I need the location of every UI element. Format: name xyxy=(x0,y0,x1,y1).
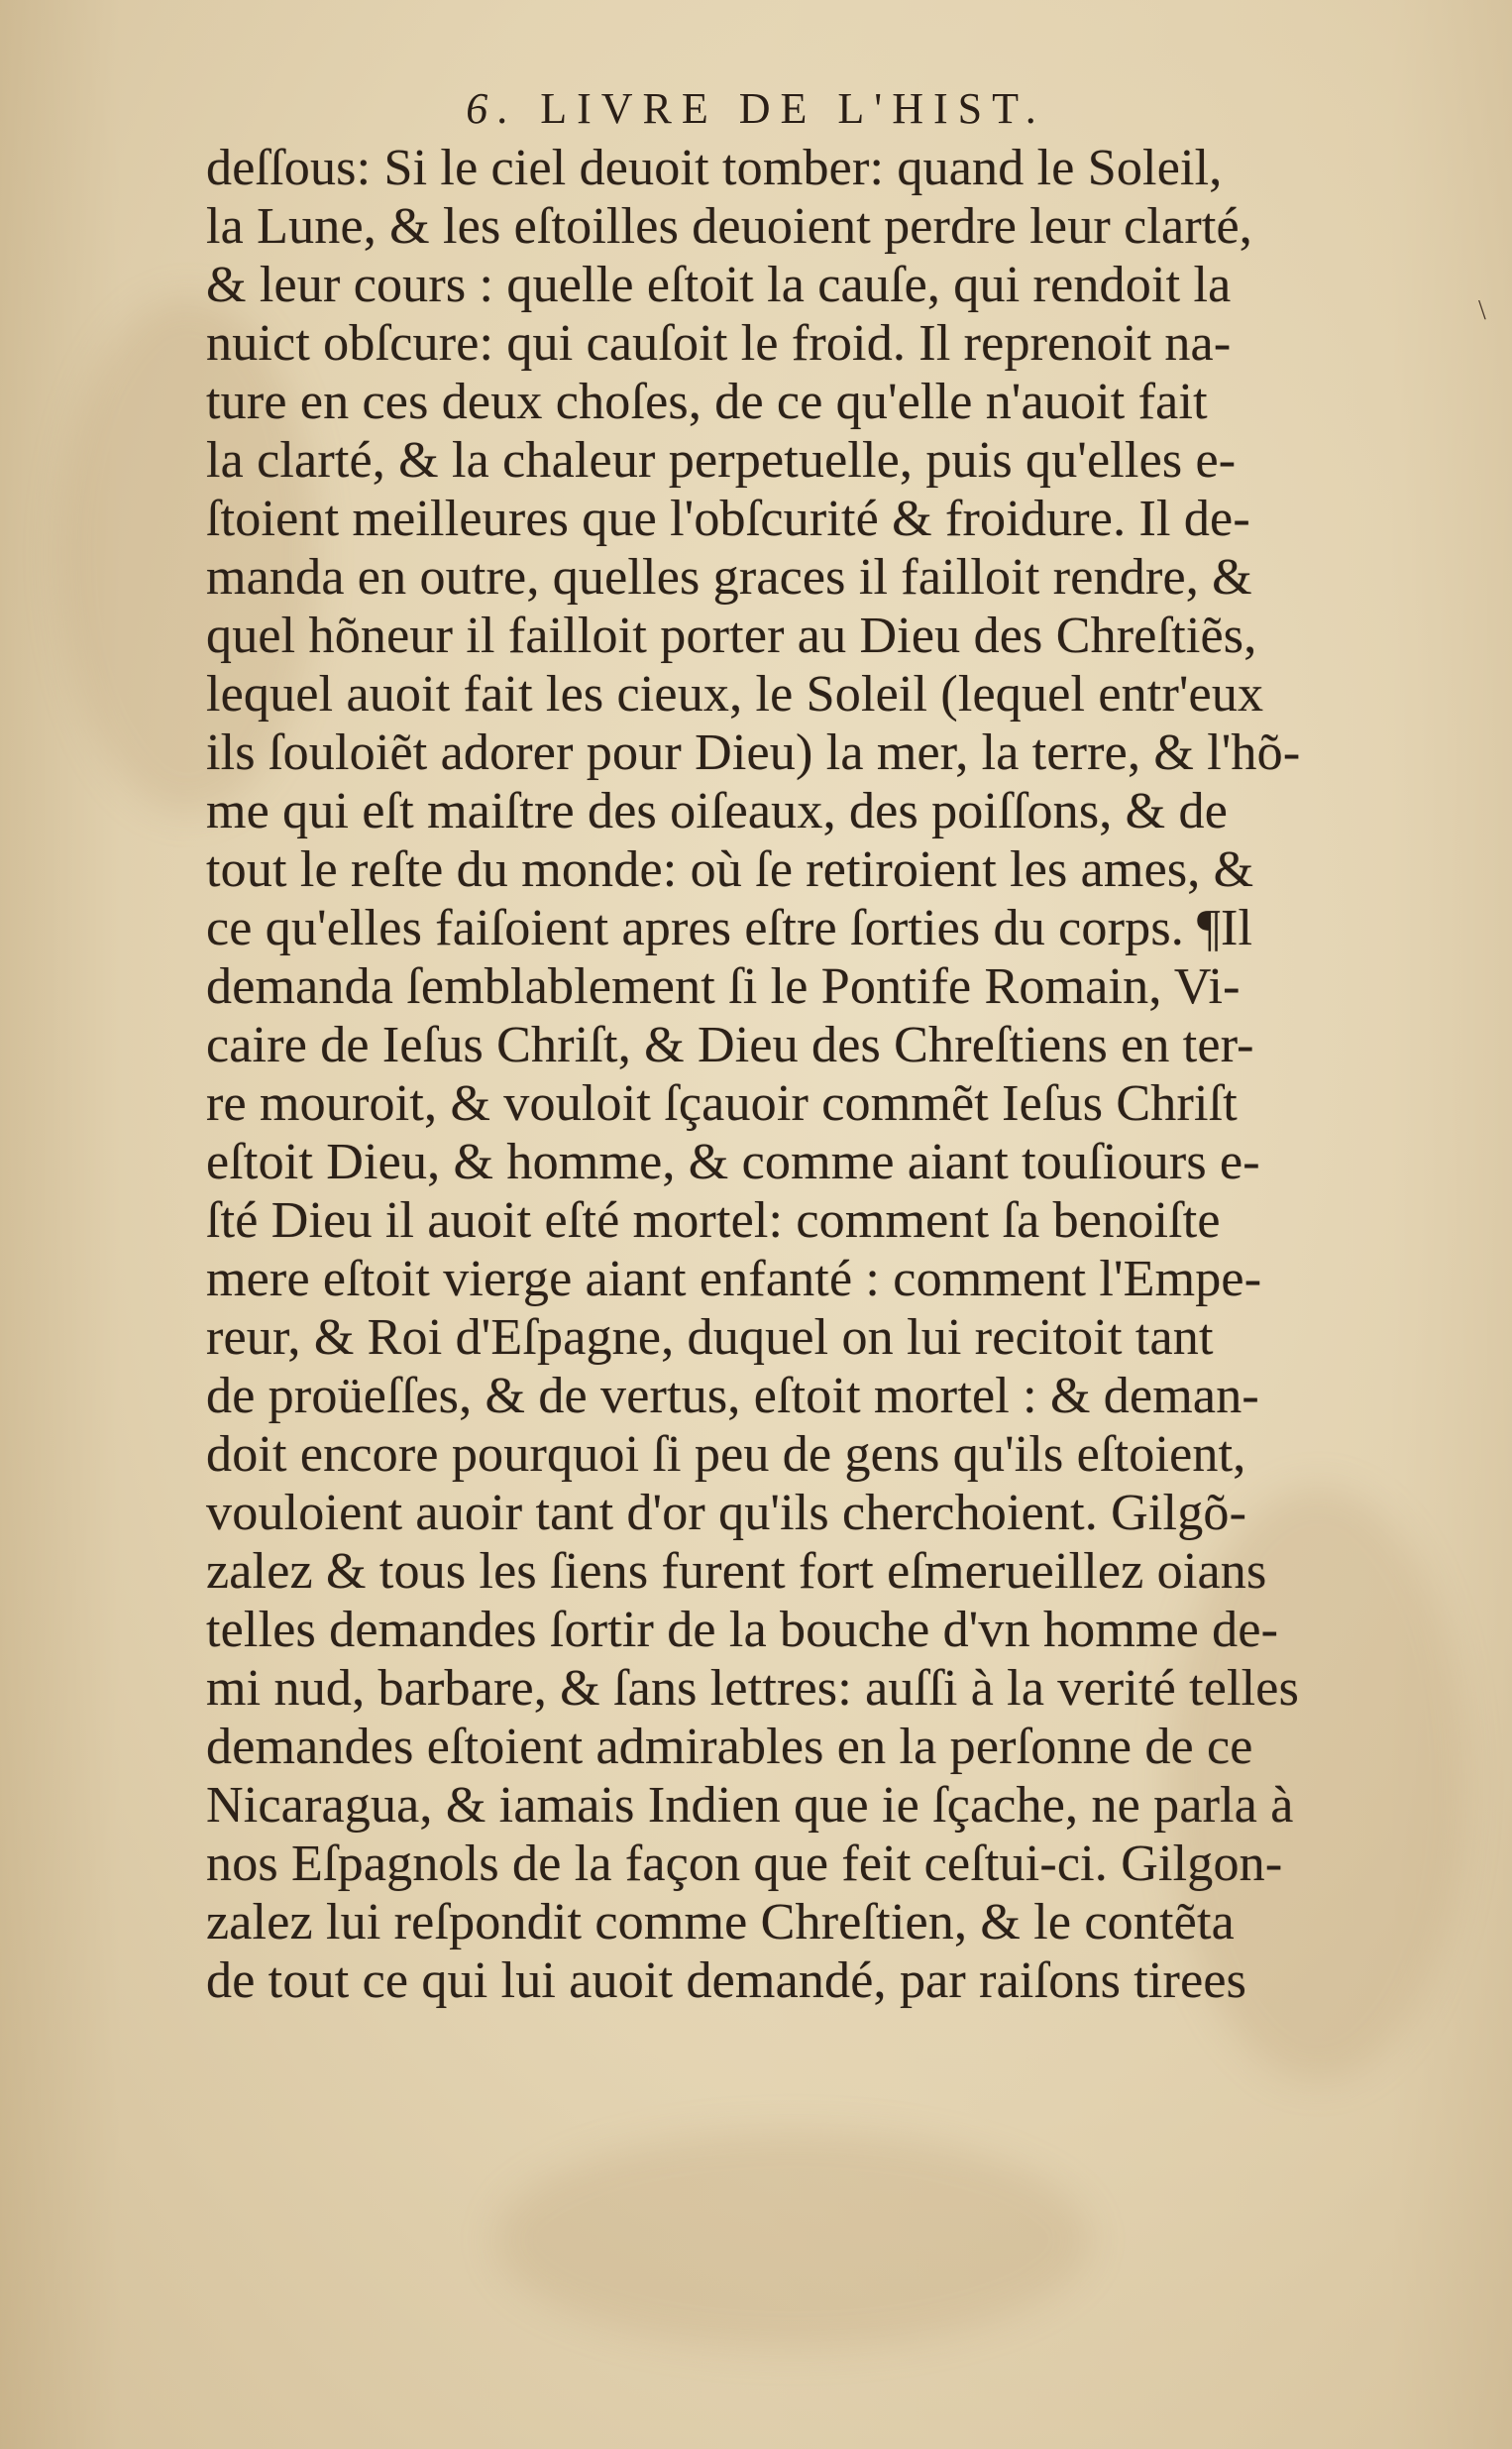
text-line: zalez & tous les ſiens furent fort eſmerueillez oians xyxy=(206,1543,1267,1600)
text-line: demanda ſemblablement ſi le Pontife Romain, Vi- xyxy=(206,958,1241,1015)
text-line: ils ſouloiẽt adorer pour Dieu) la mer, la terre, & l'hõ- xyxy=(206,724,1301,781)
text-line: doit encore pourquoi ſi peu de gens qu'ils eſtoient, xyxy=(206,1426,1246,1483)
margin-mark: \ xyxy=(1478,295,1486,326)
text-line: lequel auoit fait les cieux, le Soleil (lequel entr'eux xyxy=(206,666,1264,723)
text-line: eſtoit Dieu, & homme, & comme aiant touſiours e- xyxy=(206,1134,1260,1190)
text-line: Nicaragua, & iamais Indien que ie ſçache, ne parla à xyxy=(206,1777,1294,1834)
text-line: deſſous: Si le ciel deuoit tomber: quand le Soleil, xyxy=(206,140,1223,196)
text-line: demandes eſtoient admirables en la perſonne de ce xyxy=(206,1719,1253,1775)
text-line: ſté Dieu il auoit eſté mortel: comment ſa benoiſte xyxy=(206,1192,1221,1249)
text-line: vouloient auoir tant d'or qu'ils cherchoient. Gilgõ- xyxy=(206,1485,1247,1541)
text-line: nuict obſcure: qui cauſoit le froid. Il reprenoit na- xyxy=(206,315,1232,372)
text-line: me qui eſt maiſtre des oiſeaux, des poiſſons, & de xyxy=(206,783,1229,839)
text-line: manda en outre, quelles graces il failloit rendre, & xyxy=(206,549,1252,606)
text-line: nos Eſpagnols de la façon que feit ceſtui-ci. Gilgon- xyxy=(206,1836,1283,1892)
text-line: de tout ce qui lui auoit demandé, par raiſons tirees xyxy=(206,1952,1247,2009)
text-line: mere eſtoit vierge aiant enfanté : comment l'Empe- xyxy=(206,1251,1262,1307)
text-line: zalez lui reſpondit comme Chreſtien, & le contẽta xyxy=(206,1894,1235,1950)
text-line: reur, & Roi d'Eſpagne, duquel on lui recitoit tant xyxy=(206,1309,1214,1366)
body-text xyxy=(206,139,1435,2010)
text-line: re mouroit, & vouloit ſçauoir commẽt Ieſus Chriſt xyxy=(206,1075,1238,1132)
text-line: la clarté, & la chaleur perpetuelle, puis qu'elles e- xyxy=(206,432,1237,489)
text-line: ce qu'elles faiſoient apres eſtre ſorties du corps. ¶Il xyxy=(206,900,1253,956)
running-head xyxy=(0,83,1512,134)
text-line: telles demandes ſortir de la bouche d'vn homme de- xyxy=(206,1602,1279,1658)
text-line: caire de Ieſus Chriſt, & Dieu des Chreſtiens en ter- xyxy=(206,1017,1254,1073)
text-line: ſtoient meilleures que l'obſcurité & froidure. Il de- xyxy=(206,491,1250,547)
text-line: quel hõneur il failloit porter au Dieu des Chreſtiẽs, xyxy=(206,608,1257,664)
text-line: mi nud, barbare, & ſans lettres: auſſi à la verité telles xyxy=(206,1660,1300,1717)
running-title: LIVRE DE L'HIST. xyxy=(540,84,1046,133)
text-line: de proüeſſes, & de vertus, eſtoit mortel : & deman- xyxy=(206,1368,1259,1424)
text-line: & leur cours : quelle eſtoit la cauſe, qui rendoit la xyxy=(206,257,1232,313)
text-line: ture en ces deux choſes, de ce qu'elle n'auoit fait xyxy=(206,374,1208,430)
page-number: 6. xyxy=(466,84,519,133)
text-line: la Lune, & les eſtoilles deuoient perdre leur clarté, xyxy=(206,198,1252,255)
text-line: tout le reſte du monde: où ſe retiroient les ames, & xyxy=(206,841,1254,898)
paper-stain xyxy=(495,2131,1090,2349)
